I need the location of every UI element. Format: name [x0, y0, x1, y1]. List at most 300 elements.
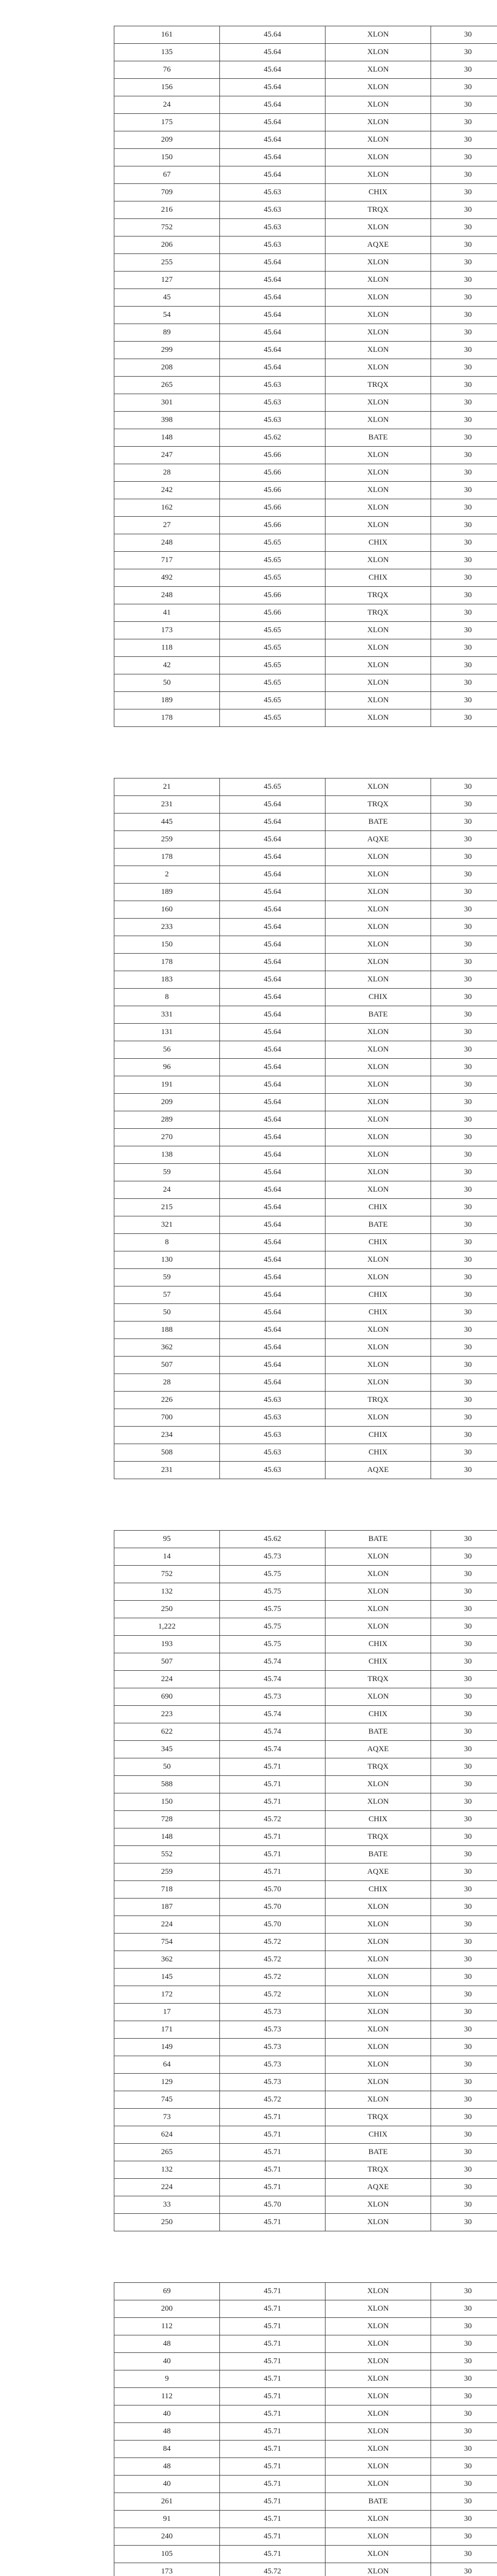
volume-cell: 209 [114, 131, 219, 148]
table-row [114, 499, 497, 517]
time-cell: 30 [431, 1636, 497, 1653]
venue-cell: XLON [325, 2074, 431, 2091]
price-cell: 45.71 [219, 2458, 325, 2475]
volume-cell: 189 [114, 884, 219, 901]
table-row [114, 2144, 497, 2161]
venue-cell: XLON [325, 1899, 431, 1916]
venue-cell: CHIX [325, 1234, 431, 1251]
volume-cell: 160 [114, 901, 219, 918]
venue-cell: XLON [325, 499, 431, 516]
time-cell: 30 [431, 849, 497, 866]
volume-cell: 259 [114, 831, 219, 848]
price-cell: 45.64 [219, 44, 325, 61]
price-cell: 45.73 [219, 1688, 325, 1705]
table-row [114, 1969, 497, 1986]
price-cell: 45.64 [219, 1339, 325, 1356]
table-row [114, 1024, 497, 1041]
time-cell: 30 [431, 1234, 497, 1251]
time-cell: 30 [431, 429, 497, 446]
volume-cell: 301 [114, 394, 219, 411]
price-cell: 45.62 [219, 429, 325, 446]
time-cell: 30 [431, 1601, 497, 1618]
price-cell: 45.64 [219, 61, 325, 78]
price-cell: 45.71 [219, 1846, 325, 1863]
table-row [114, 1304, 497, 1321]
venue-cell: BATE [325, 1216, 431, 1233]
price-cell: 45.64 [219, 919, 325, 936]
time-cell: 30 [431, 2388, 497, 2405]
table-row [114, 2300, 497, 2318]
volume-cell: 265 [114, 2144, 219, 2161]
table-row [114, 114, 497, 131]
volume-cell: 40 [114, 2405, 219, 2422]
venue-cell: BATE [325, 2493, 431, 2510]
table-row [114, 1374, 497, 1392]
price-cell: 45.65 [219, 674, 325, 691]
price-cell: 45.64 [219, 971, 325, 988]
table-row [114, 622, 497, 639]
time-cell: 30 [431, 1758, 497, 1775]
volume-cell: 362 [114, 1339, 219, 1356]
price-cell: 45.64 [219, 342, 325, 359]
volume-cell: 588 [114, 1776, 219, 1793]
time-cell: 30 [431, 1357, 497, 1374]
time-cell: 30 [431, 482, 497, 499]
venue-cell: XLON [325, 1269, 431, 1286]
table-row [114, 657, 497, 674]
price-cell: 45.65 [219, 778, 325, 795]
table-row [114, 1006, 497, 1024]
time-cell: 30 [431, 2283, 497, 2300]
time-cell: 30 [431, 2091, 497, 2108]
volume-cell: 745 [114, 2091, 219, 2108]
venue-cell: CHIX [325, 1653, 431, 1670]
volume-cell: 1,222 [114, 1618, 219, 1635]
venue-cell: XLON [325, 2300, 431, 2317]
venue-cell: XLON [325, 517, 431, 534]
table-row [114, 936, 497, 954]
price-cell: 45.71 [219, 2335, 325, 2352]
price-cell: 45.72 [219, 1969, 325, 1986]
volume-cell: 233 [114, 919, 219, 936]
volume-cell: 148 [114, 1828, 219, 1845]
volume-cell: 754 [114, 1934, 219, 1951]
venue-cell: XLON [325, 2458, 431, 2475]
price-cell: 45.73 [219, 2021, 325, 2038]
venue-cell: XLON [325, 1076, 431, 1093]
price-cell: 45.64 [219, 96, 325, 113]
price-cell: 45.66 [219, 482, 325, 499]
price-cell: 45.65 [219, 552, 325, 569]
table-row [114, 1741, 497, 1758]
venue-cell: XLON [325, 1793, 431, 1810]
volume-cell: 492 [114, 569, 219, 586]
venue-cell: XLON [325, 1688, 431, 1705]
volume-cell: 150 [114, 149, 219, 166]
table-row [114, 778, 497, 796]
price-cell: 45.64 [219, 1041, 325, 1058]
volume-cell: 56 [114, 1041, 219, 1058]
table-row [114, 2511, 497, 2528]
time-cell: 30 [431, 657, 497, 674]
volume-cell: 24 [114, 1181, 219, 1198]
table-row [114, 2423, 497, 2441]
venue-cell: XLON [325, 866, 431, 883]
price-cell: 45.71 [219, 1863, 325, 1880]
time-cell: 30 [431, 1969, 497, 1986]
venue-cell: XLON [325, 657, 431, 674]
venue-cell: XLON [325, 2476, 431, 2493]
table-row [114, 831, 497, 849]
table-row [114, 96, 497, 114]
volume-cell: 50 [114, 674, 219, 691]
price-cell: 45.72 [219, 1986, 325, 2003]
price-cell: 45.71 [219, 2144, 325, 2161]
table-row [114, 1409, 497, 1427]
venue-cell: XLON [325, 482, 431, 499]
table-row [114, 482, 497, 499]
venue-cell: CHIX [325, 1444, 431, 1461]
price-cell: 45.71 [219, 1758, 325, 1775]
time-cell: 30 [431, 2528, 497, 2545]
price-cell: 45.64 [219, 289, 325, 306]
table-row [114, 2458, 497, 2476]
venue-cell: XLON [325, 464, 431, 481]
venue-cell: XLON [325, 2370, 431, 2387]
volume-cell: 2 [114, 866, 219, 883]
venue-cell: TRQX [325, 1758, 431, 1775]
time-cell: 30 [431, 1059, 497, 1076]
venue-cell: XLON [325, 2528, 431, 2545]
price-cell: 45.66 [219, 499, 325, 516]
time-cell: 30 [431, 2214, 497, 2231]
table-row [114, 1601, 497, 1618]
volume-cell: 8 [114, 1234, 219, 1251]
volume-cell: 131 [114, 1024, 219, 1041]
time-cell: 30 [431, 1531, 497, 1548]
volume-cell: 17 [114, 2004, 219, 2021]
venue-cell: XLON [325, 849, 431, 866]
venue-cell: XLON [325, 901, 431, 918]
table-row [114, 2353, 497, 2370]
price-cell: 45.70 [219, 1916, 325, 1933]
table-row [114, 604, 497, 622]
price-cell: 45.64 [219, 1199, 325, 1216]
table-row [114, 447, 497, 464]
volume-cell: 362 [114, 1951, 219, 1968]
volume-cell: 261 [114, 2493, 219, 2510]
table-row [114, 2021, 497, 2039]
time-cell: 30 [431, 936, 497, 953]
table-row [114, 639, 497, 657]
table-row [114, 2214, 497, 2231]
table-row [114, 1076, 497, 1094]
table-row [114, 166, 497, 184]
time-cell: 30 [431, 149, 497, 166]
table-row [114, 1111, 497, 1129]
price-cell: 45.64 [219, 1076, 325, 1093]
volume-cell: 156 [114, 79, 219, 96]
venue-cell: XLON [325, 639, 431, 656]
time-cell: 30 [431, 1076, 497, 1093]
time-cell: 30 [431, 2161, 497, 2178]
volume-cell: 622 [114, 1723, 219, 1740]
volume-cell: 331 [114, 1006, 219, 1023]
table-row [114, 1444, 497, 1462]
venue-cell: XLON [325, 1916, 431, 1933]
volume-cell: 84 [114, 2441, 219, 2458]
time-cell: 30 [431, 2196, 497, 2213]
time-cell: 30 [431, 1444, 497, 1461]
venue-cell: XLON [325, 289, 431, 306]
table-row [114, 1286, 497, 1304]
price-cell: 45.64 [219, 936, 325, 953]
time-cell: 30 [431, 517, 497, 534]
table-row [114, 517, 497, 534]
venue-cell: XLON [325, 692, 431, 709]
time-cell: 30 [431, 814, 497, 831]
price-cell: 45.71 [219, 2388, 325, 2405]
price-cell: 45.64 [219, 1094, 325, 1111]
price-cell: 45.64 [219, 1286, 325, 1303]
volume-cell: 189 [114, 692, 219, 709]
price-cell: 45.70 [219, 1899, 325, 1916]
table-row [114, 342, 497, 359]
time-cell: 30 [431, 219, 497, 236]
table-row [114, 2563, 497, 2576]
volume-cell: 175 [114, 114, 219, 131]
venue-cell: AQXE [325, 831, 431, 848]
volume-cell: 188 [114, 1321, 219, 1338]
time-cell: 30 [431, 61, 497, 78]
trade-table-1 [114, 26, 497, 727]
table-row [114, 2388, 497, 2405]
time-cell: 30 [431, 1706, 497, 1723]
time-cell: 30 [431, 1951, 497, 1968]
volume-cell: 73 [114, 2109, 219, 2126]
volume-cell: 50 [114, 1758, 219, 1775]
time-cell: 30 [431, 1881, 497, 1898]
volume-cell: 112 [114, 2388, 219, 2405]
table-row [114, 429, 497, 447]
table-row [114, 1811, 497, 1828]
price-cell: 45.63 [219, 219, 325, 236]
venue-cell: CHIX [325, 1636, 431, 1653]
price-cell: 45.64 [219, 1234, 325, 1251]
volume-cell: 69 [114, 2283, 219, 2300]
venue-cell: TRQX [325, 587, 431, 604]
volume-cell: 299 [114, 342, 219, 359]
price-cell: 45.71 [219, 2493, 325, 2510]
venue-cell: XLON [325, 1339, 431, 1356]
table-row [114, 26, 497, 44]
volume-cell: 50 [114, 1304, 219, 1321]
volume-cell: 752 [114, 1566, 219, 1583]
volume-cell: 191 [114, 1076, 219, 1093]
volume-cell: 250 [114, 1601, 219, 1618]
volume-cell: 223 [114, 1706, 219, 1723]
table-row [114, 359, 497, 377]
venue-cell: XLON [325, 1986, 431, 2003]
table-row [114, 1269, 497, 1286]
table-row [114, 1618, 497, 1636]
price-cell: 45.73 [219, 2074, 325, 2091]
time-cell: 30 [431, 2423, 497, 2440]
table-row [114, 61, 497, 79]
table-row [114, 2039, 497, 2056]
time-cell: 30 [431, 2109, 497, 2126]
volume-cell: 145 [114, 1969, 219, 1986]
price-cell: 45.66 [219, 464, 325, 481]
venue-cell: XLON [325, 131, 431, 148]
price-cell: 45.64 [219, 989, 325, 1006]
table-row [114, 1863, 497, 1881]
volume-cell: 24 [114, 96, 219, 113]
table-row [114, 2405, 497, 2423]
time-cell: 30 [431, 1339, 497, 1356]
price-cell: 45.73 [219, 1548, 325, 1565]
time-cell: 30 [431, 1006, 497, 1023]
price-cell: 45.65 [219, 639, 325, 656]
time-cell: 30 [431, 622, 497, 639]
volume-cell: 48 [114, 2423, 219, 2440]
time-cell: 30 [431, 604, 497, 621]
venue-cell: XLON [325, 1041, 431, 1058]
price-cell: 45.63 [219, 1409, 325, 1426]
venue-cell: XLON [325, 2004, 431, 2021]
table-row [114, 1828, 497, 1846]
time-cell: 30 [431, 1251, 497, 1268]
volume-cell: 173 [114, 622, 219, 639]
venue-cell: TRQX [325, 377, 431, 394]
price-cell: 45.63 [219, 236, 325, 253]
volume-cell: 76 [114, 61, 219, 78]
table-row [114, 1566, 497, 1583]
volume-cell: 28 [114, 1374, 219, 1391]
volume-cell: 289 [114, 1111, 219, 1128]
venue-cell: XLON [325, 2091, 431, 2108]
time-cell: 30 [431, 166, 497, 183]
venue-cell: CHIX [325, 1427, 431, 1444]
price-cell: 45.64 [219, 884, 325, 901]
volume-cell: 224 [114, 1916, 219, 1933]
venue-cell: XLON [325, 1601, 431, 1618]
time-cell: 30 [431, 778, 497, 795]
volume-cell: 718 [114, 1881, 219, 1898]
venue-cell: TRQX [325, 2109, 431, 2126]
venue-cell: XLON [325, 2021, 431, 2038]
volume-cell: 709 [114, 184, 219, 201]
venue-cell: XLON [325, 1409, 431, 1426]
time-cell: 30 [431, 971, 497, 988]
time-cell: 30 [431, 184, 497, 201]
table-row [114, 1094, 497, 1111]
time-cell: 30 [431, 26, 497, 43]
venue-cell: CHIX [325, 1706, 431, 1723]
table-row [114, 2528, 497, 2546]
volume-cell: 54 [114, 307, 219, 324]
price-cell: 45.63 [219, 1427, 325, 1444]
price-cell: 45.75 [219, 1601, 325, 1618]
volume-cell: 700 [114, 1409, 219, 1426]
price-cell: 45.64 [219, 1164, 325, 1181]
volume-cell: 149 [114, 2039, 219, 2056]
price-cell: 45.65 [219, 622, 325, 639]
volume-cell: 345 [114, 1741, 219, 1758]
volume-cell: 231 [114, 1462, 219, 1479]
table-row [114, 1706, 497, 1723]
price-cell: 45.65 [219, 709, 325, 726]
volume-cell: 507 [114, 1653, 219, 1670]
price-cell: 45.75 [219, 1618, 325, 1635]
venue-cell: AQXE [325, 1741, 431, 1758]
venue-cell: XLON [325, 412, 431, 429]
time-cell: 30 [431, 1986, 497, 2003]
venue-cell: XLON [325, 307, 431, 324]
time-cell: 30 [431, 1548, 497, 1565]
price-cell: 45.64 [219, 359, 325, 376]
venue-cell: XLON [325, 359, 431, 376]
time-cell: 30 [431, 1671, 497, 1688]
time-cell: 30 [431, 79, 497, 96]
venue-cell: XLON [325, 709, 431, 726]
venue-cell: TRQX [325, 1392, 431, 1409]
table-row [114, 2493, 497, 2511]
table-row [114, 796, 497, 814]
price-cell: 45.63 [219, 394, 325, 411]
volume-cell: 178 [114, 849, 219, 866]
volume-cell: 171 [114, 2021, 219, 2038]
price-cell: 45.63 [219, 1444, 325, 1461]
venue-cell: XLON [325, 342, 431, 359]
volume-cell: 215 [114, 1199, 219, 1216]
time-cell: 30 [431, 1828, 497, 1845]
table-row [114, 2283, 497, 2300]
venue-cell: XLON [325, 254, 431, 271]
price-cell: 45.65 [219, 534, 325, 551]
time-cell: 30 [431, 1374, 497, 1391]
price-cell: 45.64 [219, 1269, 325, 1286]
venue-cell: AQXE [325, 2179, 431, 2196]
price-cell: 45.74 [219, 1723, 325, 1740]
table-row [114, 1339, 497, 1357]
venue-cell: XLON [325, 1024, 431, 1041]
volume-cell: 132 [114, 1583, 219, 1600]
venue-cell: XLON [325, 971, 431, 988]
venue-cell: CHIX [325, 1286, 431, 1303]
time-cell: 30 [431, 2056, 497, 2073]
time-cell: 30 [431, 412, 497, 429]
time-cell: 30 [431, 2335, 497, 2352]
price-cell: 45.64 [219, 1251, 325, 1268]
time-cell: 30 [431, 307, 497, 324]
price-cell: 45.75 [219, 1636, 325, 1653]
venue-cell: CHIX [325, 569, 431, 586]
table-row [114, 1129, 497, 1146]
venue-cell: BATE [325, 1006, 431, 1023]
table-row [114, 79, 497, 96]
venue-cell: XLON [325, 2196, 431, 2213]
volume-cell: 508 [114, 1444, 219, 1461]
volume-cell: 231 [114, 796, 219, 813]
volume-cell: 321 [114, 1216, 219, 1233]
volume-cell: 89 [114, 324, 219, 341]
price-cell: 45.64 [219, 1216, 325, 1233]
table-row [114, 884, 497, 901]
volume-cell: 132 [114, 2161, 219, 2178]
time-cell: 30 [431, 289, 497, 306]
table-row [114, 1653, 497, 1671]
